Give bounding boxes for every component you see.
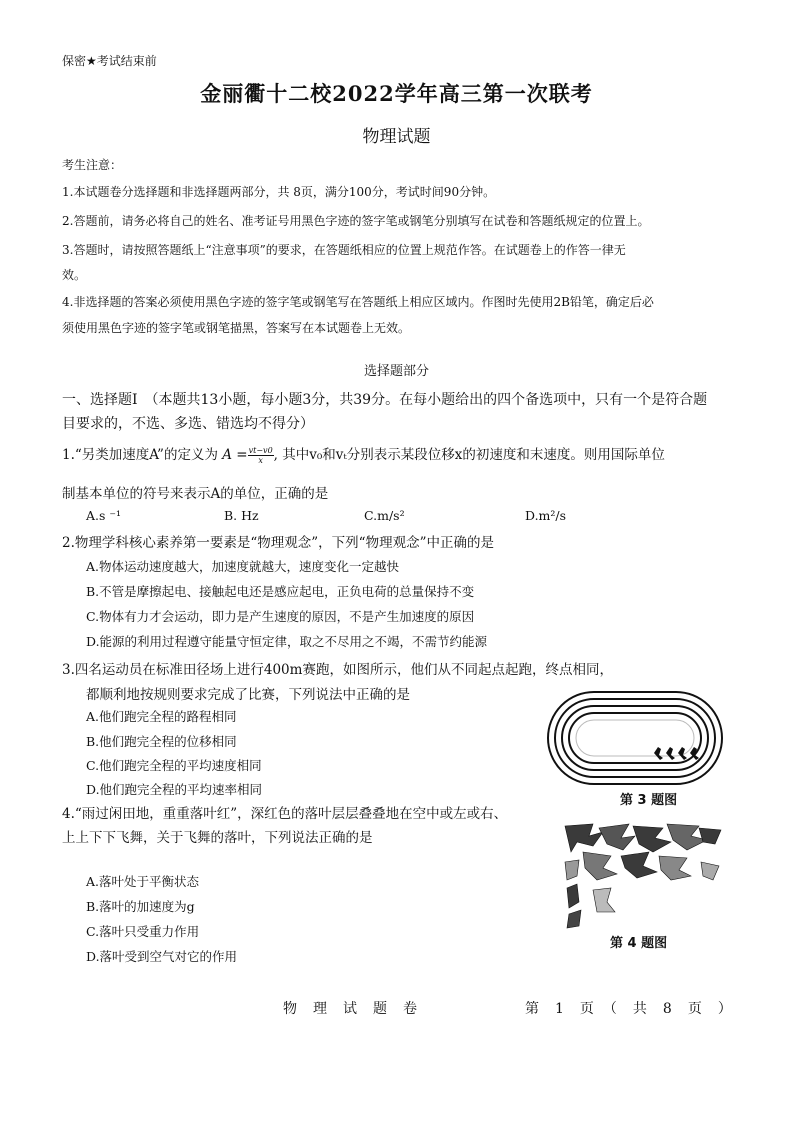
q1-formula-denominator: x [258,456,263,465]
q1-option-c: C.m/s² [364,508,405,523]
q4-option-d: D.落叶受到空气对它的作用 [86,949,238,964]
section-title: 选择题部分 [363,364,429,379]
q1-pre: 1.“另类加速度A”的定义为 [62,447,223,463]
q3-option-a: A.他们跑完全程的路程相同 [86,709,237,724]
notice-item: 须使用黑色字迹的签字笔或钢笔描黑，答案写在本试题卷上无效。 [62,321,411,335]
q1-option-a: A.s ⁻¹ [86,508,121,523]
q3-option-c: C.他们跑完全程的平均速度相同 [86,758,262,773]
q2-option-b: B.不管是摩擦起电、接触起电还是感应起电，正负电荷的总量保持不变 [86,584,475,599]
q2-option-a: A.物体运动速度越大，加速度就越大，速度变化一定越快 [86,559,400,574]
footer-paper-name: 物 理 试 题 卷 [283,1001,418,1017]
q1-formula-lhs: A = [222,447,248,463]
q2-option-c: C.物体有力才会运动，即力是产生速度的原因，不是产生加速度的原因 [86,609,475,624]
notice-item: 效。 [62,268,87,282]
footer-page-number: 第 1 页 （ 共 8 页 ） [525,1001,733,1017]
q4-option-c: C.落叶只受重力作用 [86,924,200,939]
q1-formula-numerator: vt−v0 [248,446,273,455]
question-4-stem: 4.“雨过闲田地，重重落叶红”，深红色的落叶层层叠叠地在空中或左或右、 [62,806,508,822]
q3-option-d: D.他们跑完全程的平均速率相同 [86,782,263,797]
figure-4-caption: 第 4 题图 [610,936,668,951]
q1-formula-fraction [248,446,274,465]
notice-item: 2.答题前，请务必将自己的姓名、准考证号用黑色字迹的签字笔或钢笔分别填写在试卷和答题纸规定的位置上。 [62,214,650,228]
q4-option-b: B.落叶的加速度为g [86,899,195,914]
notice-item: 3.答题时，请按照答题纸上“注意事项”的要求，在答题纸相应的位置上规范作答。在试题卷上的作答一律无 [62,243,626,257]
q2-option-d: D.能源的利用过程遵守能量守恒定律，取之不尽用之不竭，不需节约能源 [86,634,488,649]
q1-option-b: B. Hz [224,508,259,523]
running-track-figure [546,690,724,786]
question-3-stem: 3.四名运动员在标准田径场上进行400m赛跑，如图所示，他们从不同起点起跑，终点相同， [62,662,613,678]
part-heading-cont: 目要求的，不选、多选、错选均不得分） [62,416,314,432]
q1-post: , 其中v₀和vₜ分别表示某段位移x的初速度和末速度。则用国际单位 [273,447,665,463]
question-1-stem [62,443,665,465]
confidential-label: 保密★考试结束前 [62,54,157,68]
question-2-stem: 2.物理学科核心素养第一要素是“物理观念”，下列“物理观念”中正确的是 [62,535,494,551]
figure-3-caption: 第 3 题图 [620,793,678,808]
q1-option-d: D.m²/s [525,508,567,523]
q4-option-a: A.落叶处于平衡状态 [86,874,200,889]
part-heading: 一、选择题Ⅰ （本题共13小题，每小题3分，共39分。在每小题给出的四个备选项中，只有一个是符合题 [62,392,708,408]
falling-leaves-figure [563,822,723,930]
q3-option-b: B.他们跑完全程的位移相同 [86,734,237,749]
question-4-stem-cont: 上上下下飞舞，关于飞舞的落叶，下列说法正确的是 [62,830,373,846]
notice-heading: 考生注意： [62,158,123,172]
exam-title: 金丽衢十二校2022学年高三第一次联考 [200,81,593,106]
notice-item: 4.非选择题的答案必须使用黑色字迹的签字笔或钢笔写在答题纸上相应区域内。作图时先使用2B铅笔，确定后必 [62,295,654,309]
question-1-stem-cont: 制基本单位的符号来表示A的单位，正确的是 [62,486,329,502]
notice-item: 1.本试题卷分选择题和非选择题两部分，共 8页，满分100分，考试时间90分钟。 [62,185,496,199]
exam-subtitle: 物理试题 [362,127,431,147]
question-3-stem-cont: 都顺利地按规则要求完成了比赛，下列说法中正确的是 [86,687,410,703]
